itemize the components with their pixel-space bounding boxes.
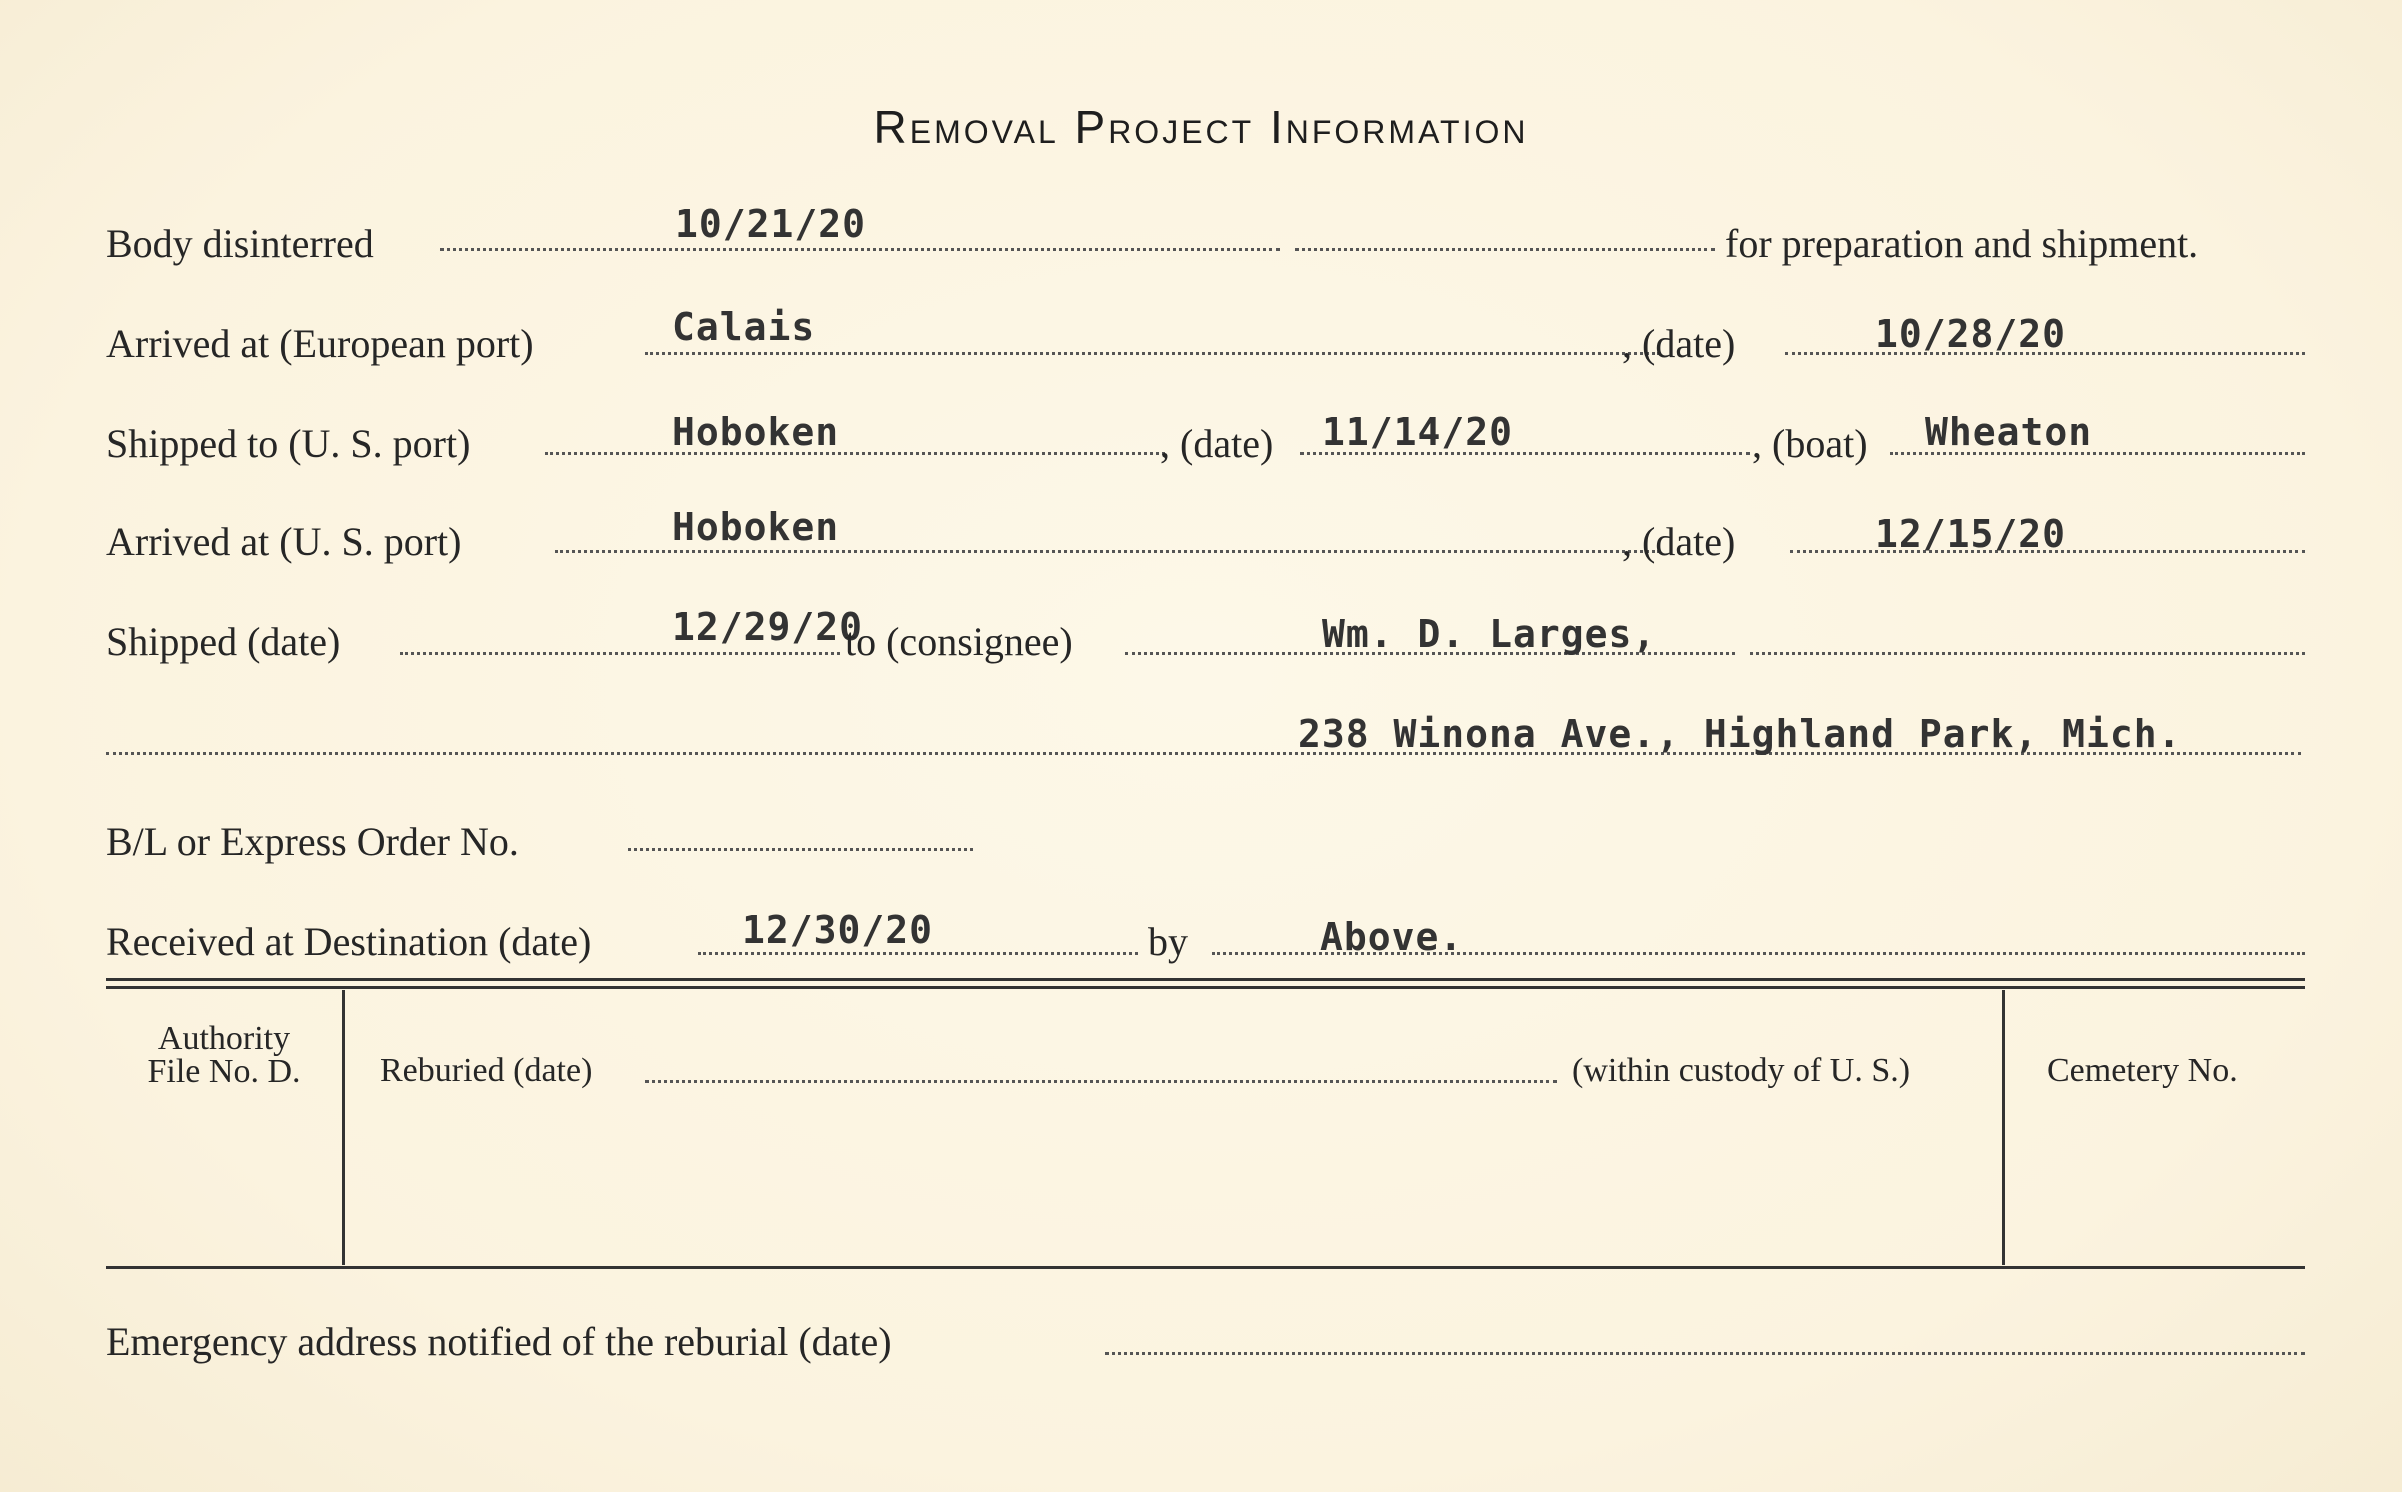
card-title: Removal Project Information	[873, 101, 1529, 153]
received-label: Received at Destination (date)	[106, 919, 592, 964]
received-by-label: by	[1148, 919, 1188, 964]
arrived-us-value: Hoboken	[672, 505, 840, 549]
shipped-us-label: Shipped to (U. S. port)	[106, 421, 471, 466]
arrived-us-date-label: , (date)	[1622, 519, 1736, 564]
emergency-label: Emergency address notified of the reburial (date)	[106, 1319, 892, 1364]
received-line	[698, 952, 1138, 955]
body-disinterred-value: 10/21/20	[675, 202, 867, 246]
table-top-rule-2	[106, 986, 2305, 989]
arrived-european-date-value: 10/28/20	[1875, 312, 2067, 356]
shipped-us-date-value: 11/14/20	[1322, 410, 1514, 454]
shipped-date-label: Shipped (date)	[106, 619, 341, 664]
shipped-us-boat-label: , (boat)	[1752, 421, 1868, 466]
shipped-us-value: Hoboken	[672, 410, 840, 454]
arrived-us-line	[555, 550, 1660, 553]
emergency-line	[1105, 1352, 2305, 1355]
table-divider-left	[342, 990, 345, 1265]
received-by-value: Above.	[1320, 915, 1464, 959]
body-disinterred-label: Body disinterred	[106, 221, 374, 266]
received-value: 12/30/20	[742, 908, 934, 952]
consignee-label: to (consignee)	[845, 619, 1073, 664]
arrived-us-label: Arrived at (U. S. port)	[106, 519, 462, 564]
arrived-european-date-label: , (date)	[1622, 321, 1736, 366]
consignee-value: Wm. D. Larges,	[1322, 612, 1657, 656]
arrived-european-line	[645, 352, 1660, 355]
bl-order-line	[628, 848, 973, 851]
arrived-european-label: Arrived at (European port)	[106, 321, 534, 366]
body-disinterred-line	[440, 248, 1280, 251]
body-disinterred-suffix: for preparation and shipment.	[1725, 221, 2199, 266]
arrived-us-date-value: 12/15/20	[1875, 512, 2067, 556]
authority-label-line2: File No. D.	[147, 1053, 301, 1090]
consignee-line-2	[1750, 652, 2305, 655]
bl-order-label: B/L or Express Order No.	[106, 819, 519, 864]
shipped-us-line	[545, 452, 1165, 455]
shipped-us-date-label: , (date)	[1160, 421, 1274, 466]
body-disinterred-line-2	[1295, 248, 1715, 251]
reburied-label: Reburied (date)	[380, 1052, 593, 1089]
reburied-line	[645, 1080, 1557, 1083]
table-divider-right	[2002, 990, 2005, 1265]
shipped-date-line	[400, 652, 840, 655]
table-top-rule	[106, 978, 2305, 981]
shipped-us-boat-value: Wheaton	[1925, 410, 2093, 454]
custody-label: (within custody of U. S.)	[1572, 1052, 1911, 1089]
authority-label-line1: Authority	[157, 1020, 291, 1057]
table-bottom-rule	[106, 1266, 2305, 1269]
address-value: 238 Winona Ave., Highland Park, Mich.	[1298, 712, 2182, 756]
shipped-date-value: 12/29/20	[672, 605, 864, 649]
cemetery-label: Cemetery No.	[2047, 1052, 2238, 1089]
arrived-european-value: Calais	[672, 305, 816, 349]
